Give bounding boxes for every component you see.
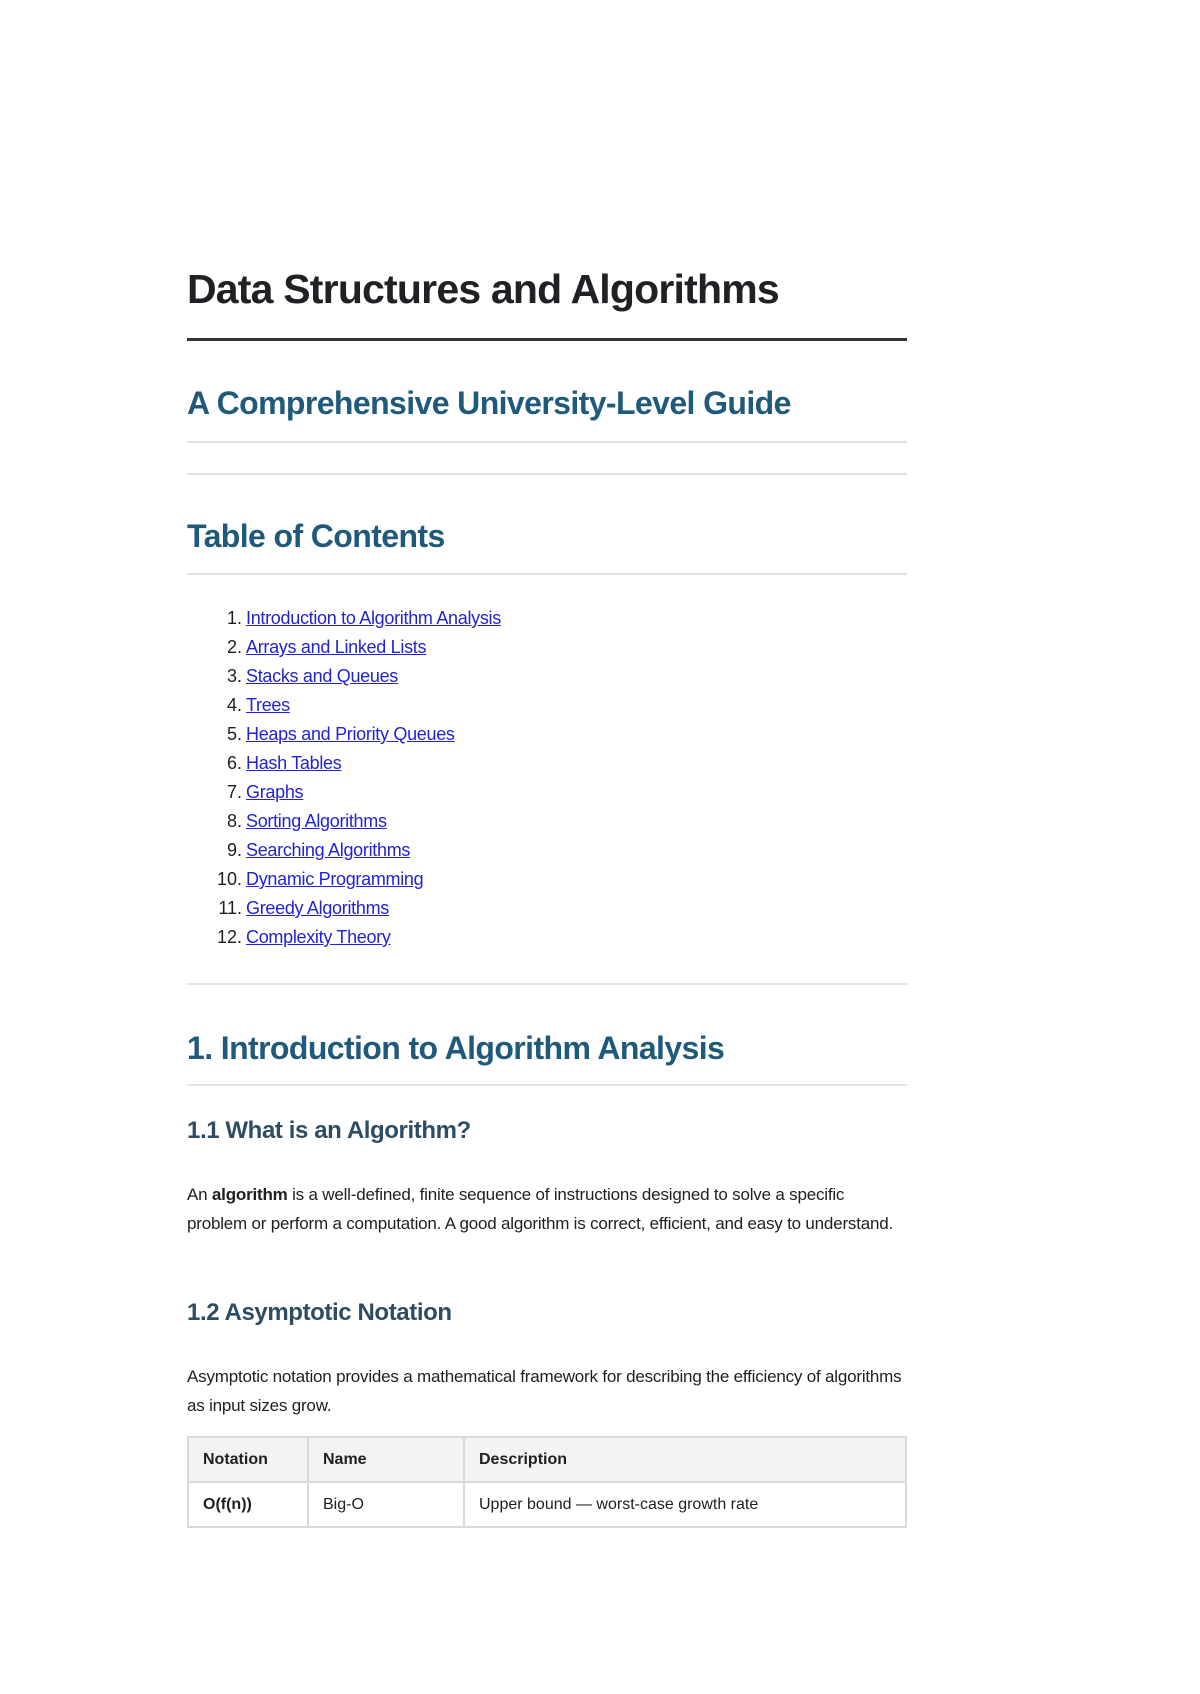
toc-item — [187, 836, 501, 865]
table-header-cell: Name — [308, 1437, 464, 1482]
table-of-contents — [187, 604, 501, 952]
section-divider — [187, 473, 907, 475]
paragraph-text: is a well-defined, finite sequence of instructions designed to solve a specific problem or perform a computation. A good algorithm is correct, efficient, and easy to understand. — [187, 1185, 894, 1233]
bold-term: algorithm — [211, 1185, 288, 1204]
toc-link-searching[interactable]: Searching Algorithms — [246, 840, 411, 860]
toc-item — [187, 778, 501, 807]
toc-item — [187, 807, 501, 836]
toc-item-number: 3. — [226, 666, 242, 686]
title-divider — [187, 338, 907, 341]
subsection-1-2-heading: 1.2 Asymptotic Notation — [187, 1299, 452, 1326]
asymptotic-notation-paragraph: Asymptotic notation provides a mathematical framework for describing the efficiency of algorithms as input sizes grow. — [187, 1367, 902, 1415]
toc-item — [187, 865, 501, 894]
paragraph-text: An — [187, 1185, 212, 1204]
toc-link-graphs[interactable]: Graphs — [246, 782, 304, 802]
toc-item-number: 1. — [226, 608, 242, 628]
toc-item-number: 10. — [216, 869, 242, 889]
toc-item-number: 4. — [226, 695, 242, 715]
toc-item-number: 7. — [226, 782, 242, 802]
toc-item-number: 6. — [226, 753, 242, 773]
toc-item — [187, 662, 501, 691]
section-1-divider — [187, 1084, 907, 1086]
toc-item — [187, 691, 501, 720]
toc-link-trees[interactable]: Trees — [246, 695, 290, 715]
toc-heading: Table of Contents — [187, 518, 445, 554]
toc-item — [187, 633, 501, 662]
subtitle-divider — [187, 441, 907, 443]
toc-link-hash-tables[interactable]: Hash Tables — [246, 753, 342, 773]
table-cell: O(f(n)) — [188, 1482, 308, 1527]
table-cell: Big-O — [308, 1482, 464, 1527]
toc-item — [187, 923, 501, 952]
table-header-cell: Notation — [188, 1437, 308, 1482]
toc-link-dynamic-programming[interactable]: Dynamic Programming — [246, 869, 424, 889]
toc-link-complexity[interactable]: Complexity Theory — [246, 927, 391, 947]
table-header-row — [188, 1437, 906, 1482]
toc-item — [187, 604, 501, 633]
toc-item — [187, 749, 501, 778]
toc-link-intro[interactable]: Introduction to Algorithm Analysis — [246, 608, 501, 628]
subsection-1-1-heading: 1.1 What is an Algorithm? — [187, 1117, 471, 1144]
toc-item-number: 2. — [226, 637, 242, 657]
table-row — [188, 1482, 906, 1527]
document-subtitle: A Comprehensive University-Level Guide — [187, 385, 791, 421]
toc-link-sorting[interactable]: Sorting Algorithms — [246, 811, 387, 831]
toc-end-divider — [187, 983, 907, 985]
toc-item — [187, 720, 501, 749]
toc-item-number: 5. — [226, 724, 242, 744]
table-header-cell: Description — [464, 1437, 906, 1482]
table-cell: Upper bound — worst-case growth rate — [464, 1482, 906, 1527]
toc-link-heaps[interactable]: Heaps and Priority Queues — [246, 724, 455, 744]
toc-item-number: 8. — [226, 811, 242, 831]
toc-link-stacks[interactable]: Stacks and Queues — [246, 666, 398, 686]
toc-link-arrays[interactable]: Arrays and Linked Lists — [246, 637, 427, 657]
toc-item-number: 12. — [216, 927, 242, 947]
section-1-heading: 1. Introduction to Algorithm Analysis — [187, 1030, 725, 1066]
toc-heading-divider — [187, 573, 907, 575]
toc-link-greedy[interactable]: Greedy Algorithms — [246, 898, 389, 918]
algorithm-definition-paragraph — [187, 1180, 907, 1238]
toc-item — [187, 894, 501, 923]
document-title: Data Structures and Algorithms — [187, 266, 779, 312]
toc-item-number: 11. — [218, 898, 242, 918]
notation-table — [187, 1436, 907, 1528]
toc-item-number: 9. — [226, 840, 242, 860]
